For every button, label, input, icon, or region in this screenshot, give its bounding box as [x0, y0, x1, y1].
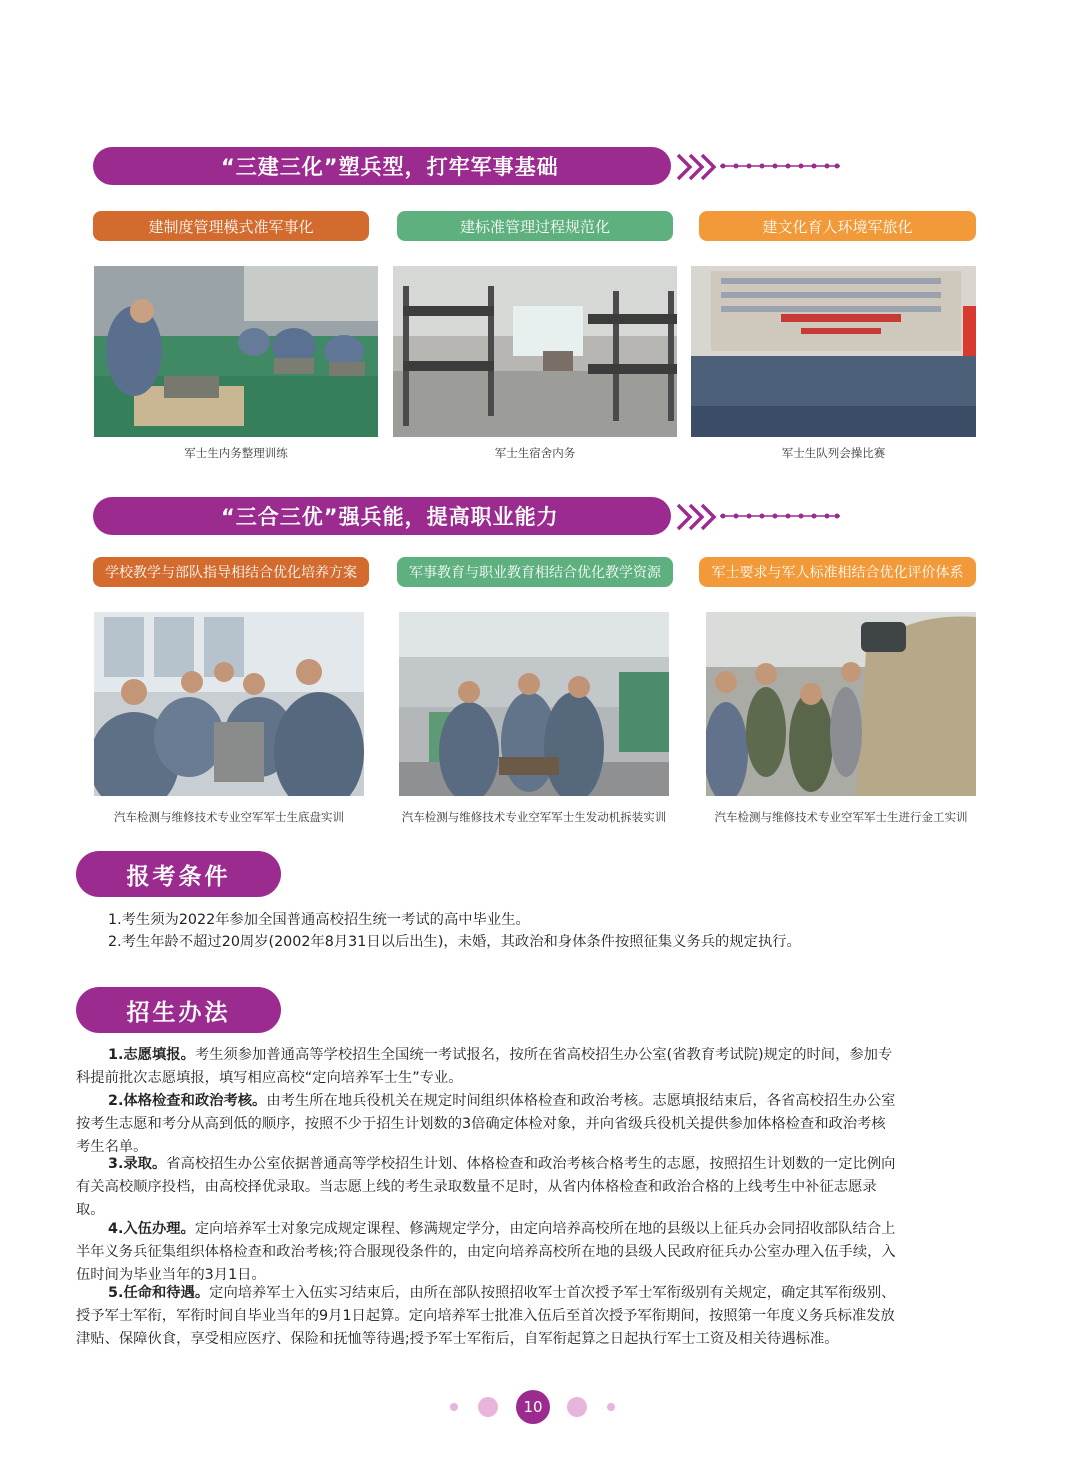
enrollment-item-2: 2.体格检查和政治考核。由考生所在地兵役机关在规定时间组织体格检查和政治考核。志愿填报结束后，各省高校招生办公室 按考生志愿和考分从高到低的顺序，按照不少于招生计划数的3倍确定体检对象，并向省级兵役机关提供参加体格检查和政治考核 考生名单。	[76, 1093, 896, 1155]
chevron-arrows-icon	[676, 152, 720, 182]
chevron-arrows-icon	[676, 502, 720, 532]
section1-title: “三建三化”塑兵型，打牢军事基础	[221, 155, 559, 179]
requirements-heading: 报考条件	[76, 851, 281, 897]
dotted-line-decoration	[720, 512, 840, 520]
caption-drill-competition: 军士生队列会操比赛	[781, 446, 886, 460]
section2-title: “三合三优”强兵能，提高职业能力	[221, 505, 559, 529]
photo-metalwork-training	[706, 612, 976, 796]
photo-dormitory	[393, 266, 677, 437]
dotted-line-decoration	[720, 162, 840, 170]
page-number: 10	[516, 1390, 550, 1424]
pagination-dot	[450, 1403, 458, 1411]
pagination-dot	[478, 1397, 498, 1417]
tag-education-resources: 军事教育与职业教育相结合优化教学资源	[397, 557, 673, 587]
enrollment-item-4: 4.入伍办理。定向培养军士对象完成规定课程、修满规定学分，由定向培养高校所在地的县级以上征兵办会同招收部队结合上 半年义务兵征集组织体格检查和政治考核;符合服现役条件的，由定向培养高校所在地的县级人民政府征兵办公室办理入伍手续，入 伍时间为毕业当年的3月1日。	[76, 1221, 896, 1283]
caption-bedding-training: 军士生内务整理训练	[184, 446, 288, 460]
caption-engine-training: 汽车检测与维修技术专业空军军士生发动机拆装实训	[401, 810, 667, 824]
tag-evaluation-system: 军士要求与军人标准相结合优化评价体系	[699, 557, 976, 587]
enrollment-heading: 招生办法	[76, 987, 281, 1033]
requirement-item: 2.考生年龄不超过20周岁(2002年8月31日以后出生)，未婚，其政治和身体条件按照征集义务兵的规定执行。	[108, 934, 801, 950]
pagination-dot	[567, 1397, 587, 1417]
tag-culture-environment: 建文化育人环境军旅化	[699, 211, 976, 241]
caption-dormitory: 军士生宿舍内务	[494, 446, 576, 460]
enrollment-item-3: 3.录取。省高校招生办公室依据普通高等学校招生计划、体格检查和政治考核合格考生的志愿，按照招生计划数的一定比例向 有关高校顺序投档，由高校择优录取。当志愿上线的考生录取数量不足时，从省内体格检查和政治合格的上线考生中补征志愿录 取。	[76, 1156, 896, 1218]
pagination-dot	[607, 1403, 615, 1411]
photo-chassis-training	[94, 612, 364, 796]
photo-drill-competition	[691, 266, 976, 437]
enrollment-item-1: 1.志愿填报。考生须参加普通高等学校招生全国统一考试报名，按所在省高校招生办公室(省教育考试院)规定的时间，参加专 科提前批次志愿填报，填写相应高校“定向培养军士生”专业。	[76, 1047, 893, 1086]
caption-chassis-training: 汽车检测与维修技术专业空军军士生底盘实训	[114, 810, 344, 824]
photo-engine-training	[399, 612, 669, 796]
section1-banner	[93, 147, 671, 185]
enrollment-item-5: 5.任命和待遇。定向培养军士入伍实习结束后，由所在部队按照招收军士首次授予军士军衔级别有关规定，确定其军衔级别、 授予军士军衔，军衔时间自毕业当年的9月1日起算。定向培养军士批准入伍后至首次授予军衔期间，按照第一年度义务兵标准发放 津贴、保障伙食，享受相应医疗、保险和抚恤等待遇;授予军士军衔后，自军衔起算之日起执行军士工资及相关待遇标准。	[76, 1285, 896, 1347]
section2-banner	[93, 497, 671, 535]
photo-bedding-training	[94, 266, 378, 437]
caption-metalwork-training: 汽车检测与维修技术专业空军军士生进行金工实训	[714, 810, 968, 824]
tag-teaching-guidance: 学校教学与部队指导相结合优化培养方案	[93, 557, 369, 587]
tag-institution-military: 建制度管理模式准军事化	[93, 211, 369, 241]
requirement-item: 1.考生须为2022年参加全国普通高校招生统一考试的高中毕业生。	[108, 912, 530, 928]
tag-standard-management: 建标准管理过程规范化	[397, 211, 673, 241]
